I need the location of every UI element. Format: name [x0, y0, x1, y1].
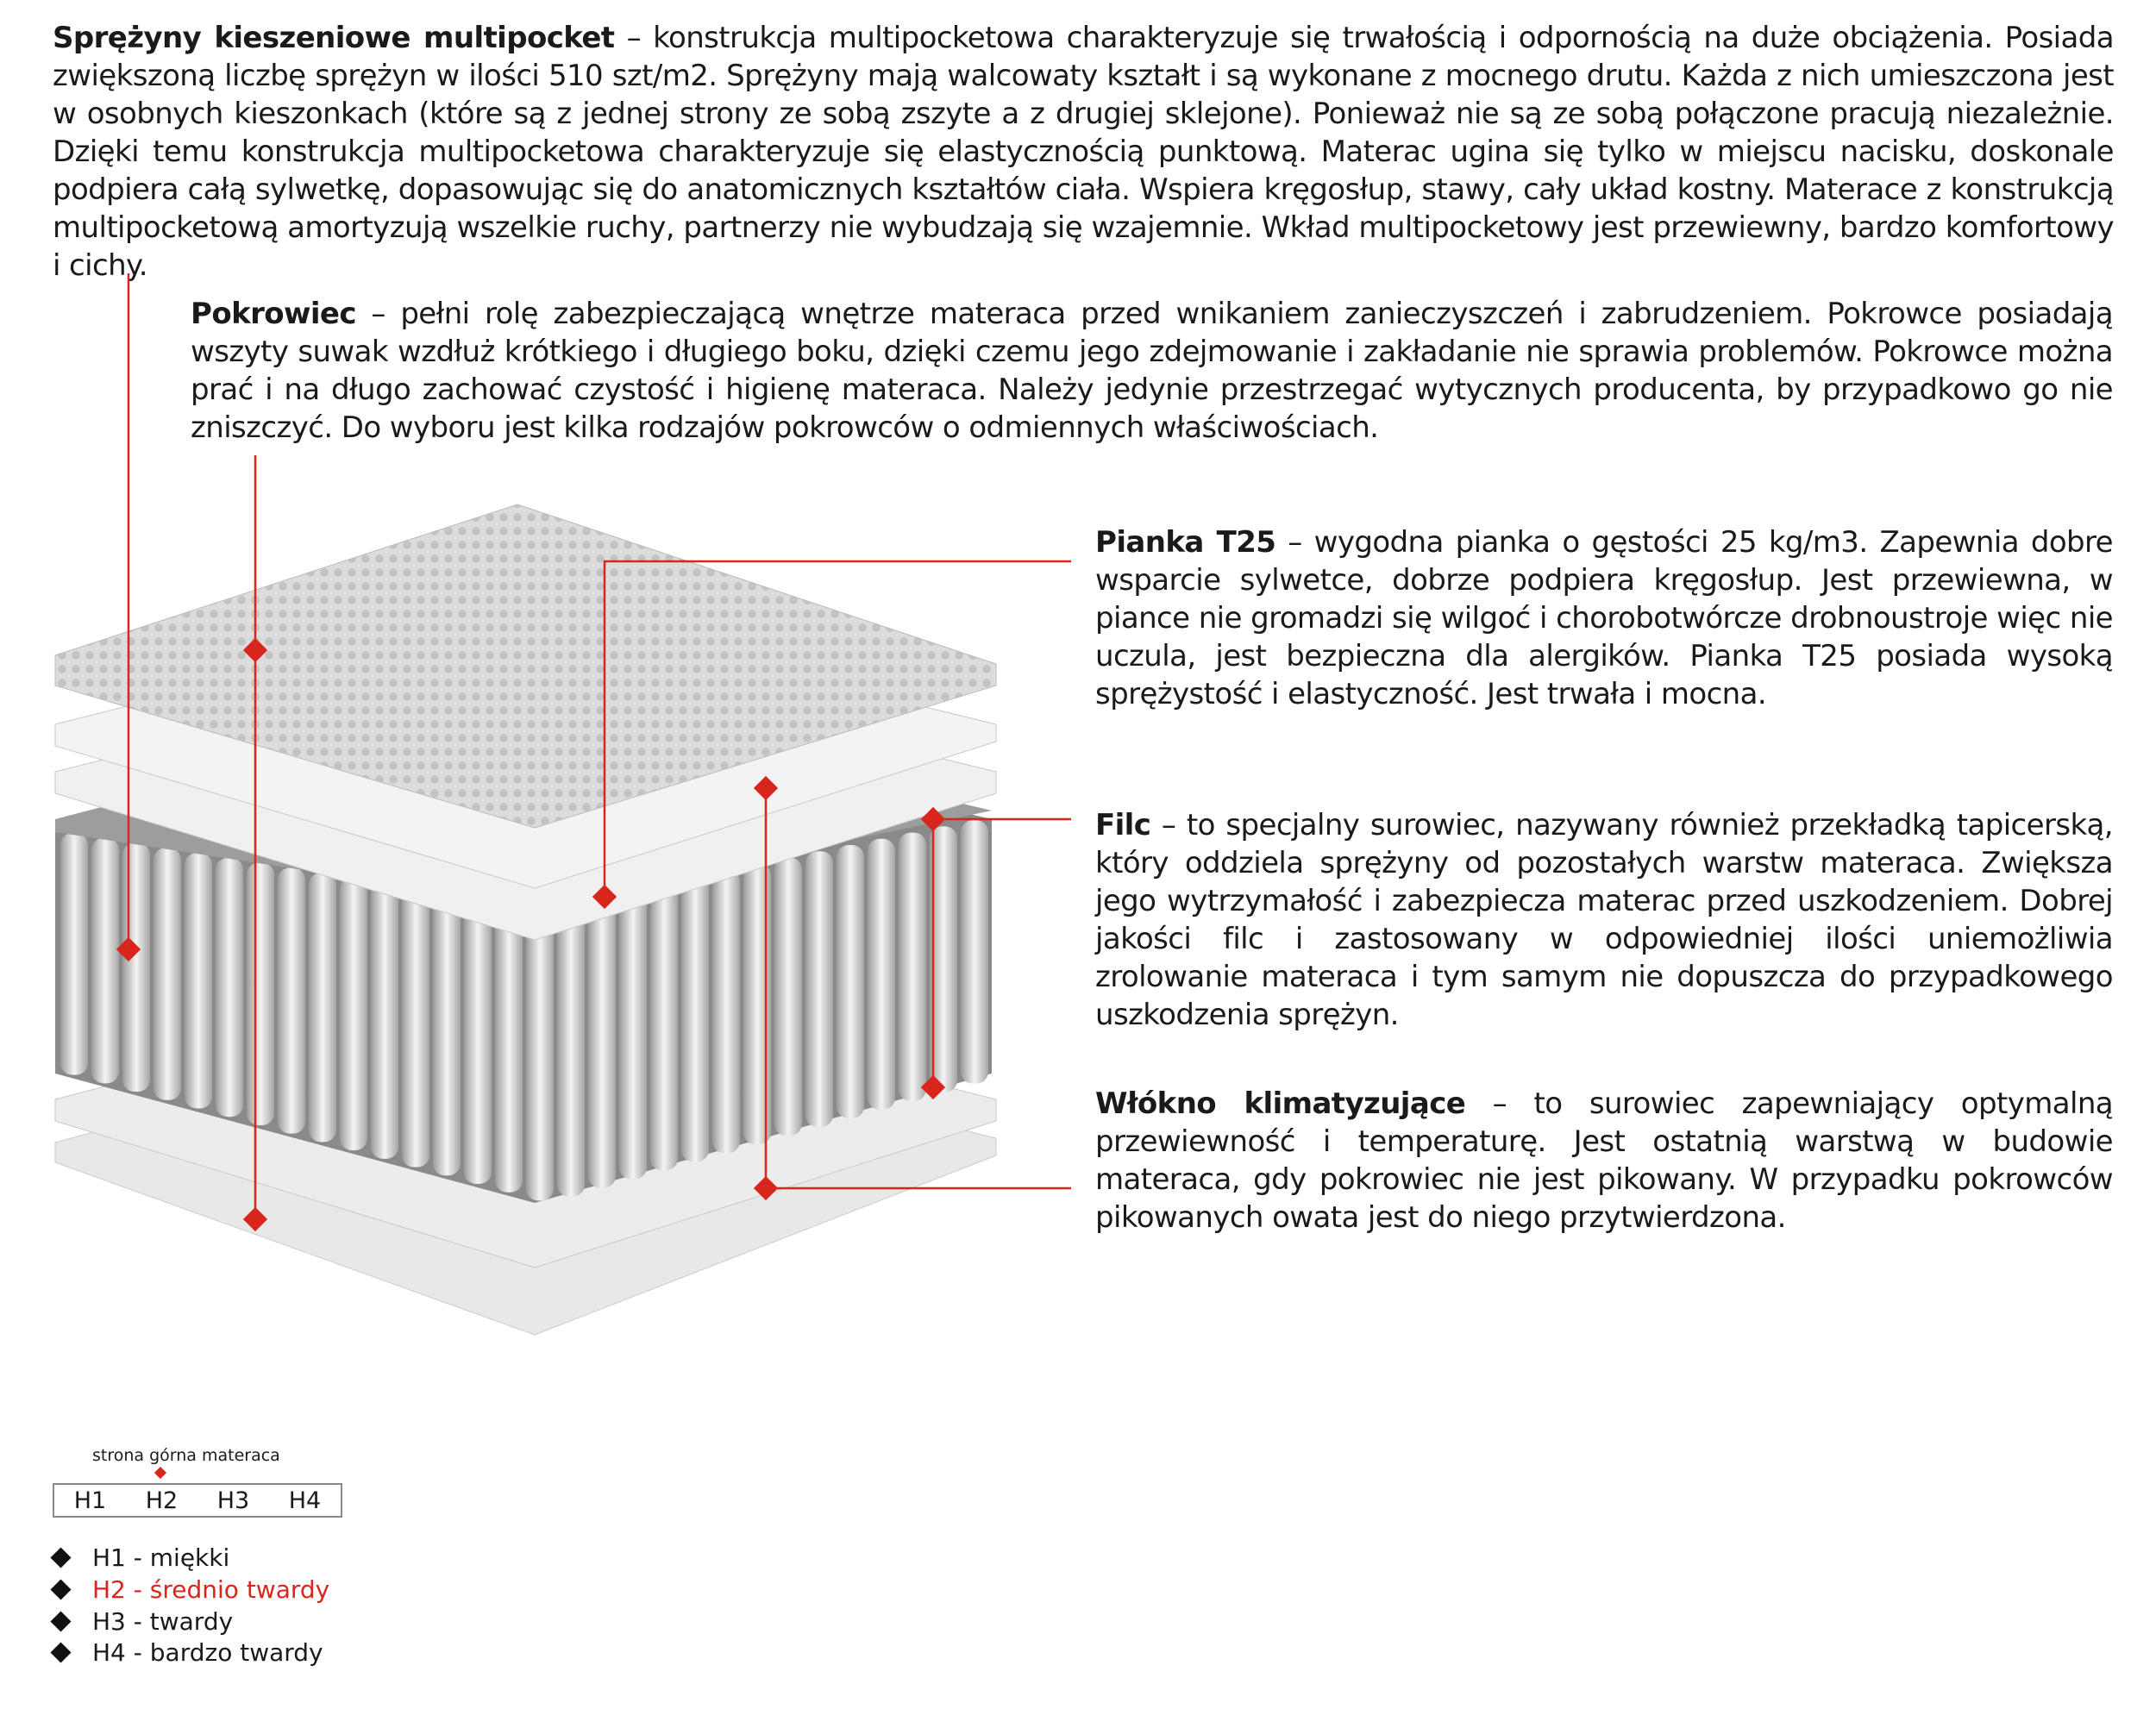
pocket-spring: [495, 903, 523, 1193]
pocket-spring: [526, 907, 554, 1200]
cover-text: – pełni rolę zabezpieczającą wnętrze materaca przed wnikaniem zanieczyszczeń i zabrudzeniem. Pokrowce posiadają wszyty suwak wzdłuż krótkiego i długiego boku, dzięki czemu jego zdejmowanie i zakładanie nie sprawia problemów. Pokrowce można prać i na długo zachować czystość i higienę materaca. Należy jedynie przestrzegać wytycznych producenta, by przypadkowo go nie zniszczyć. Do wyboru jest kilka rodzajów pokrowców o odmiennych właściwościach.: [191, 297, 2113, 445]
pocket-spring: [681, 876, 709, 1161]
pocket-spring: [402, 887, 429, 1167]
foam-text: – wygodna pianka o gęstości 25 kg/m3. Zapewnia dobre wsparcie sylwetce, dobrze podpiera kręgosłup. Jest przewiewna, w piance nie gromadzi się wilgoć i chorobotwórcze drobnoustroje więc nie uczula, jest bezpieczna dla alergików. Pianka T25 posiada wysoką sprężystość i elastyczność. Jest trwała i mocna.: [1095, 525, 2113, 711]
foam-title: Pianka T25: [1095, 525, 1276, 560]
pocket-spring: [464, 898, 492, 1184]
fiber-title: Włókno klimatyzujące: [1095, 1086, 1466, 1121]
pocket-spring: [154, 848, 181, 1100]
firmness-scale: [53, 1483, 342, 1518]
pocket-spring: [899, 833, 926, 1101]
pocket-spring: [247, 863, 274, 1125]
pocket-spring: [712, 870, 740, 1154]
diamond-bullet-icon: [50, 1547, 71, 1568]
pocket-spring: [278, 867, 305, 1133]
legend-item: H1 - miękki: [53, 1543, 229, 1572]
diamond-bullet-icon: [50, 1579, 71, 1600]
pocket-spring: [650, 882, 678, 1170]
scale-h3: H3: [216, 1487, 250, 1514]
pocket-spring: [216, 858, 243, 1117]
pocket-spring: [557, 901, 585, 1197]
scale-h4: H4: [288, 1487, 322, 1514]
pocket-spring: [961, 820, 988, 1083]
cover-title: Pokrowiec: [191, 297, 356, 331]
pocket-spring: [91, 838, 119, 1084]
pocket-spring: [588, 895, 616, 1188]
pocket-spring: [619, 888, 647, 1179]
diamond-bullet-icon: [50, 1642, 71, 1662]
pocket-spring: [309, 873, 336, 1142]
diamond-bullet-icon: [50, 1611, 71, 1631]
firmness-caption: strona górna materaca: [92, 1446, 280, 1465]
felt-text: – to specjalny surowiec, nazywany również przekładką tapicerską, który oddziela sprężyny od pozostałych warstw materaca. Zwiększa jego wytrzymałość i zabezpiecza materac przed uszkodzeniem. Dobrej jakości filc i zastosowany w odpowiedniej ilości uniemożliwia zrolowanie materaca i tym samym nie dopuszcza do przypadkowego uszkodzenia sprężyn.: [1095, 808, 2113, 1032]
scale-h2: H2: [145, 1487, 179, 1514]
pocket-spring: [122, 842, 150, 1092]
pocket-spring: [837, 845, 864, 1118]
pocket-spring: [774, 857, 802, 1136]
felt-title: Filc: [1095, 808, 1151, 842]
scale-h1: H1: [73, 1487, 107, 1514]
pocket-spring: [433, 892, 461, 1175]
springs-text: – konstrukcja multipocketowa charakteryzuje się trwałością i odpornością na duże obciążenia. Posiada zwiększoną liczbę sprężyn w ilości 510 szt/m2. Sprężyny mają walcowaty kształt i są wykonane z mocnego drutu. Każda z nich umieszczona jest w osobnych kieszonkach (które są z jednej strony ze sobą zszyte a z drugiej sklejone). Ponieważ nie są ze sobą połączone pracują niezależnie. Dzięki temu konstrukcja multipocketowa charakteryzuje się elastycznością punktową. Materac ugina się tylko w miejscu nacisku, doskonale podpiera całą sylwetkę, dopasowując się do anatomicznych kształtów ciała. Wspiera kręgosłup, stawy, cały układ kostny. Materace z konstrukcją multipocketową amortyzują wszelkie ruchy, partnerzy nie wybudzają się wzajemnie. Wkład multipocketowy jest przewiewny, bardzo komfortowy i cichy.: [53, 21, 2114, 283]
legend-item: H3 - twardy: [53, 1607, 233, 1636]
pocket-spring: [60, 833, 88, 1075]
legend-item-active: H2 - średnio twardy: [53, 1575, 329, 1604]
springs-title: Sprężyny kieszeniowe multipocket: [53, 21, 615, 55]
pocket-spring: [185, 853, 212, 1109]
pocket-spring: [340, 878, 367, 1150]
pocket-spring: [868, 839, 895, 1110]
legend-item: H4 - bardzo twardy: [53, 1638, 323, 1667]
pocket-spring: [371, 883, 398, 1159]
fiber-text: – to surowiec zapewniający optymalną przewiewność i temperaturę. Jest ostatnią warstwą w budowie materaca, gdy pokrowiec nie jest pikowany. W przypadku pokrowców pikowanych owata jest do niego przytwierdzona.: [1095, 1086, 2113, 1235]
pocket-spring: [805, 851, 833, 1127]
